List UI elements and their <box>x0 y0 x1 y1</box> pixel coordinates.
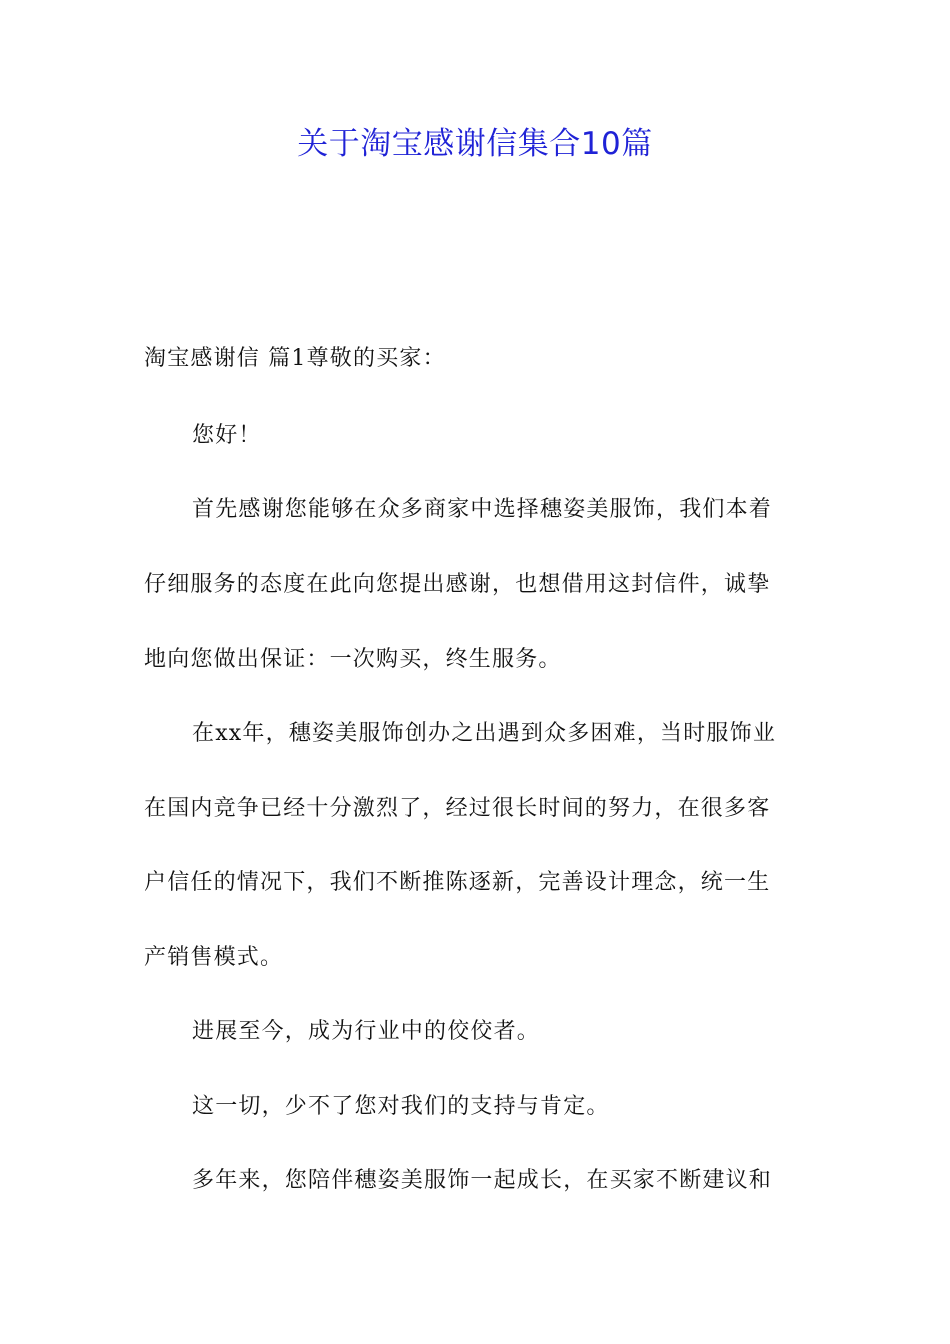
paragraph-line: 这一切，少不了您对我们的支持与肯定。 <box>192 1094 610 1119</box>
paragraph-line: 地向您做出保证：一次购买，终生服务。 <box>144 647 562 672</box>
document-title: 关于淘宝感谢信集合10篇 <box>297 126 653 162</box>
paragraph-line: 淘宝感谢信 篇1尊敬的买家： <box>144 346 446 371</box>
paragraph-line: 首先感谢您能够在众多商家中选择穗姿美服饰，我们本着 <box>192 497 773 522</box>
paragraph-line: 您好！ <box>192 423 262 448</box>
paragraph-line: 在国内竞争已经十分激烈了，经过很长时间的努力，在很多客 <box>144 796 771 821</box>
paragraph-line: 进展至今，成为行业中的佼佼者。 <box>192 1019 541 1044</box>
paragraph-line: 户信任的情况下，我们不断推陈逐新，完善设计理念，统一生 <box>144 870 771 895</box>
paragraph-line: 仔细服务的态度在此向您提出感谢，也想借用这封信件，诚挚 <box>144 572 771 597</box>
paragraph-line: 产销售模式。 <box>144 945 284 970</box>
paragraph-line: 在xx年，穗姿美服饰创办之出遇到众多困难，当时服饰业 <box>192 721 777 746</box>
paragraph-line: 多年来，您陪伴穗姿美服饰一起成长，在买家不断建议和 <box>192 1168 773 1193</box>
